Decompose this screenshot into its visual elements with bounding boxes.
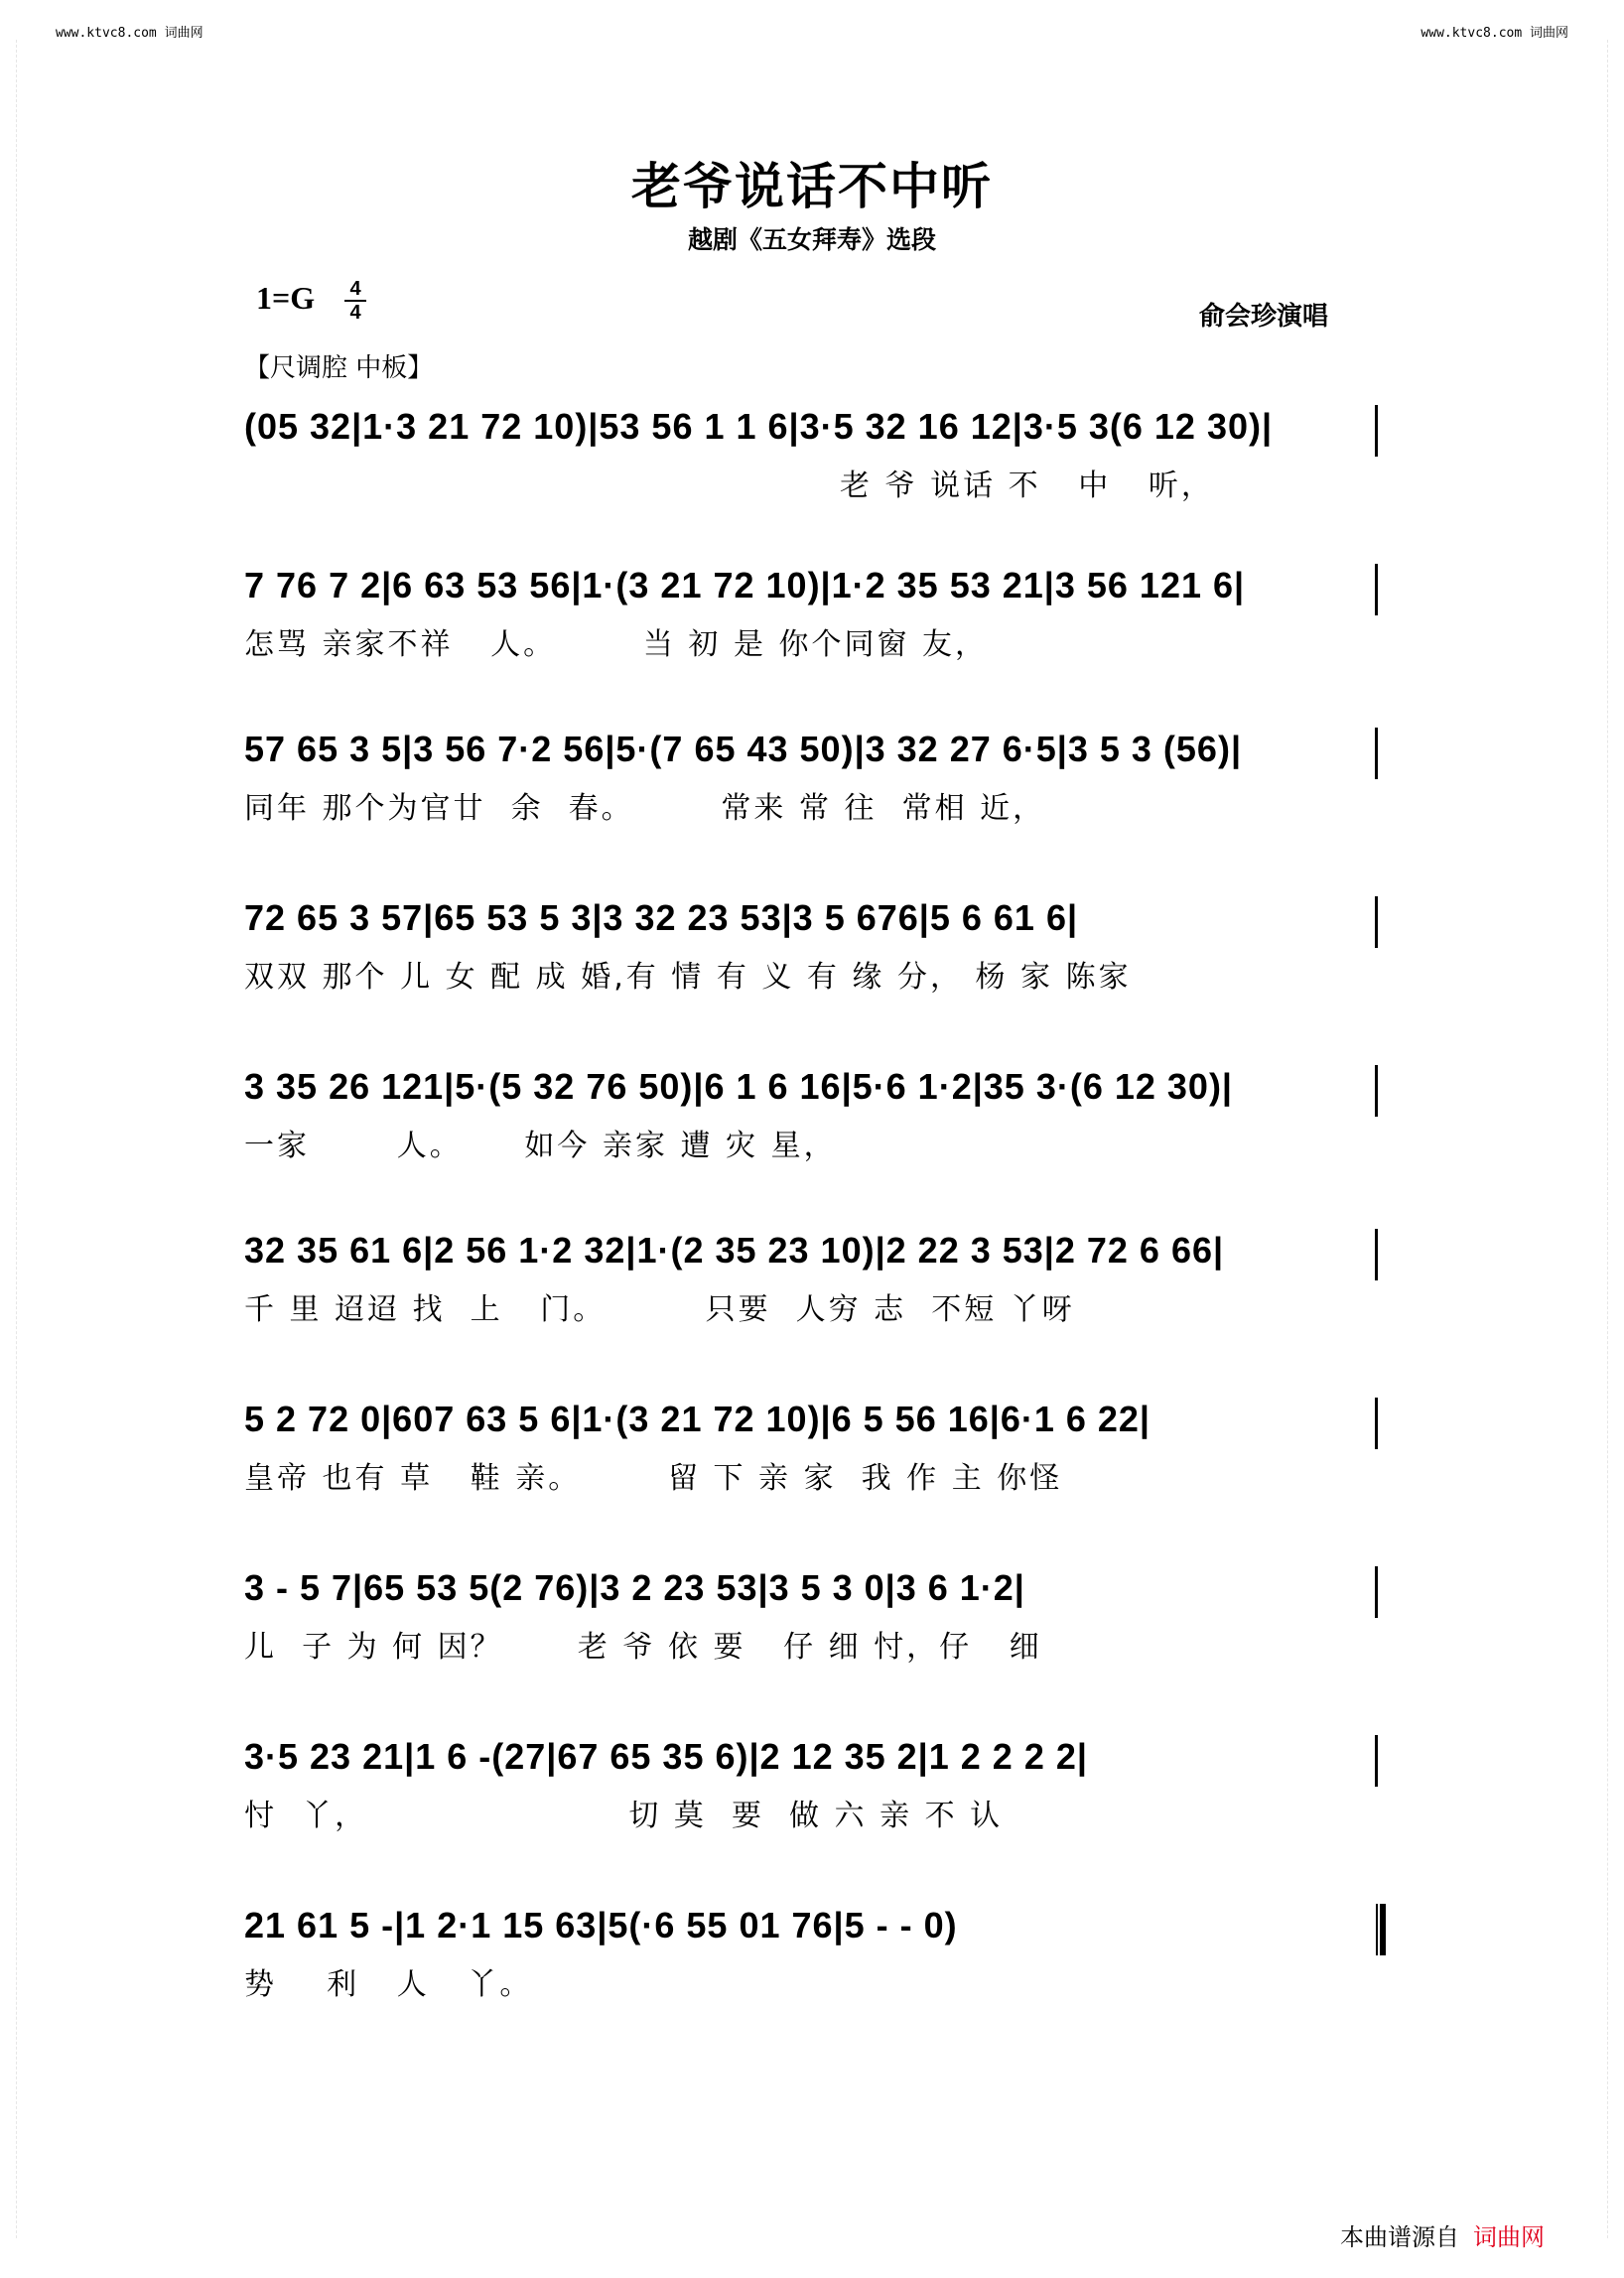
- system-end-barline: [1375, 896, 1378, 948]
- final-double-barline: [1376, 1904, 1386, 1955]
- key-signature: 1=G: [256, 280, 316, 316]
- lyrics-line-3: 同年 那个为官廿 余 春。 常来 常 往 常相 近，: [244, 791, 1046, 826]
- lyrics-line-9: 忖 丫， 切 莫 要 做 六 亲 不 认: [244, 1799, 1004, 1833]
- system-end-barline: [1375, 1065, 1378, 1117]
- notation-line-8: 3 - 5 7|65 53 5(2 76)|3 2 23 53|3 5 3 0|3 6 1·2|: [244, 1567, 1025, 1608]
- notation-line-4: 72 65 3 57|65 53 5 3|3 32 23 53|3 5 676|5 6 61 6|: [244, 897, 1079, 938]
- source-label: 本曲谱源自: [1340, 2223, 1459, 2251]
- notation-line-1: (05 32|1·3 21 72 10)|53 56 1 1 6|3·5 32 16 12|3·5 3(6 12 30)|: [244, 406, 1274, 447]
- system-end-barline: [1375, 728, 1378, 779]
- time-signature: [344, 278, 366, 324]
- system-end-barline: [1375, 1735, 1378, 1787]
- lyrics-line-6: 千 里 迢迢 找 上 门。 只要 人穷 志 不短 丫呀: [244, 1292, 1075, 1327]
- watermark-top-left: www.ktvc8.com 词曲网: [56, 26, 203, 41]
- score-title: 老爷说话不中听: [631, 157, 993, 215]
- notation-line-6: 32 35 61 6|2 56 1·2 32|1·(2 35 23 10)|2 22 3 53|2 72 6 66|: [244, 1230, 1225, 1271]
- system-end-barline: [1375, 564, 1378, 615]
- system-end-barline: [1375, 1566, 1378, 1618]
- time-signature-top: 4: [349, 278, 361, 300]
- time-signature-bottom: 4: [344, 300, 366, 324]
- lyrics-line-8: 儿 子 为 何 因？ 老 爷 依 要 仔 细 忖，仔 细: [244, 1630, 1042, 1665]
- lyrics-line-7: 皇帝 也有 草 鞋 亲。 留 下 亲 家 我 作 主 你怪: [244, 1461, 1063, 1496]
- notation-line-2: 7 76 7 2|6 63 53 56|1·(3 21 72 10)|1·2 35 53 21|3 56 121 6|: [244, 565, 1246, 605]
- notation-line-3: 57 65 3 5|3 56 7·2 56|5·(7 65 43 50)|3 32 27 6·5|3 5 3 (56)|: [244, 729, 1243, 769]
- lyrics-line-1: 老 爷 说话 不 中 听，: [840, 469, 1214, 503]
- right-margin-strip: [1607, 40, 1622, 2238]
- lyrics-line-10: 势 利 人 丫。: [244, 1967, 533, 2002]
- lyrics-line-2: 怎骂 亲家不祥 人。 当 初 是 你个同窗 友，: [244, 627, 989, 662]
- source-brand-link[interactable]: 词曲网: [1473, 2223, 1545, 2251]
- source-footer: [1340, 2217, 1545, 2252]
- watermark-top-right: www.ktvc8.com 词曲网: [1421, 26, 1568, 41]
- left-margin-strip: [2, 40, 17, 2238]
- notation-line-7: 5 2 72 0|607 63 5 6|1·(3 21 72 10)|6 5 56 16|6·1 6 22|: [244, 1399, 1151, 1439]
- notation-line-10: 21 61 5 -|1 2·1 15 63|5(·6 55 01 76|5 - - 0): [244, 1905, 958, 1945]
- system-end-barline: [1375, 1398, 1378, 1449]
- lyrics-line-5: 一家 人。 如今 亲家 遭 灾 星，: [244, 1129, 837, 1163]
- tempo-marking: 【尺调腔 中板】: [244, 353, 434, 383]
- notation-line-5: 3 35 26 121|5·(5 32 76 50)|6 1 6 16|5·6 1·2|35 3·(6 12 30)|: [244, 1066, 1234, 1107]
- score-subtitle: 越剧《五女拜寿》选段: [687, 225, 936, 254]
- system-end-barline: [1375, 405, 1378, 457]
- performer-credit: 俞会珍演唱: [1199, 302, 1329, 332]
- system-end-barline: [1375, 1229, 1378, 1280]
- notation-line-9: 3·5 23 21|1 6 -(27|67 65 35 6)|2 12 35 2|1 2 2 2 2|: [244, 1736, 1088, 1777]
- lyrics-line-4: 双双 那个 儿 女 配 成 婚,有 情 有 义 有 缘 分， 杨 家 陈家: [244, 960, 1132, 995]
